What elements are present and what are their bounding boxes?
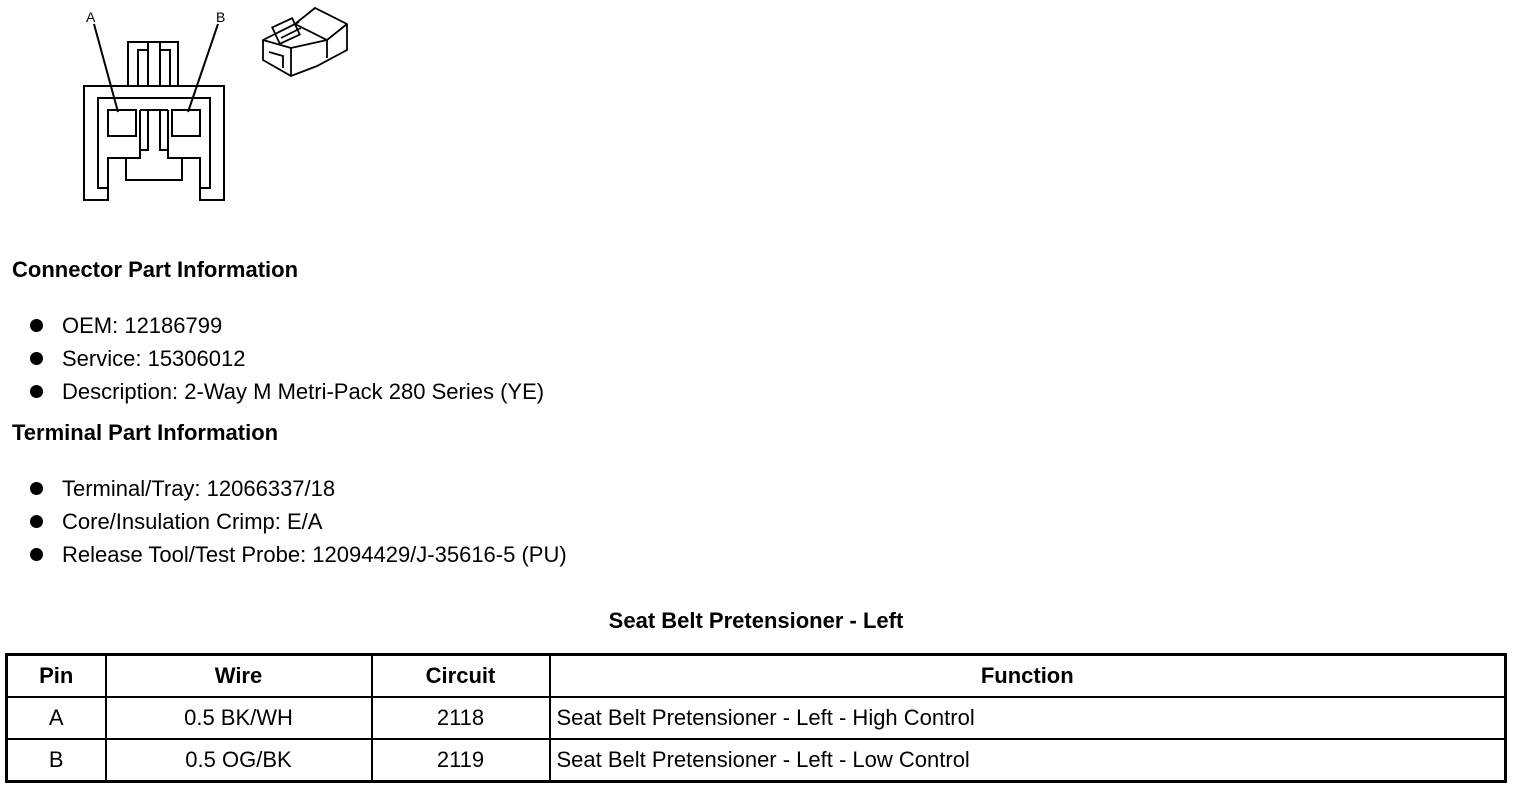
list-item — [30, 375, 544, 408]
terminal-crimp: Core/Insulation Crimp: E/A — [62, 509, 323, 534]
bullet-icon — [30, 548, 43, 561]
cell-circuit: 2119 — [372, 739, 550, 782]
terminal-release-tool: Release Tool/Test Probe: 12094429/J-35616-5 (PU) — [62, 542, 567, 567]
table-row — [7, 697, 1506, 739]
connector-info-list — [30, 309, 544, 408]
table-title: Seat Belt Pretensioner - Left — [608, 608, 904, 633]
column-header-wire: Wire — [106, 655, 372, 698]
bullet-icon — [30, 319, 43, 332]
cell-pin: B — [7, 739, 106, 782]
cell-wire: 0.5 BK/WH — [106, 697, 372, 739]
connector-info-title: Connector Part Information — [12, 257, 299, 282]
column-header-pin: Pin — [7, 655, 106, 698]
list-item — [30, 538, 567, 571]
bullet-icon — [30, 352, 43, 365]
terminal-info-list — [30, 472, 567, 571]
column-header-function: Function — [550, 655, 1506, 698]
cell-pin: A — [7, 697, 106, 739]
cell-function: Seat Belt Pretensioner - Left - High Control — [550, 697, 1506, 739]
cell-circuit: 2118 — [372, 697, 550, 739]
bullet-icon — [30, 385, 43, 398]
connector-thumbnail — [255, 2, 355, 80]
table-row — [7, 739, 1506, 782]
terminal-info-title: Terminal Part Information — [12, 420, 279, 445]
connector-oem: OEM: 12186799 — [62, 313, 223, 338]
list-item — [30, 342, 544, 375]
pin-b-label: B — [216, 9, 226, 25]
cell-function: Seat Belt Pretensioner - Left - Low Control — [550, 739, 1506, 782]
pin-a-label: A — [86, 9, 96, 25]
connector-description: Description: 2-Way M Metri-Pack 280 Series (YE) — [62, 379, 545, 404]
column-header-circuit: Circuit — [372, 655, 550, 698]
bullet-icon — [30, 482, 43, 495]
terminal-tray: Terminal/Tray: 12066337/18 — [62, 476, 336, 501]
list-item — [30, 309, 544, 342]
list-item — [30, 472, 567, 505]
cell-wire: 0.5 OG/BK — [106, 739, 372, 782]
pinout-table — [5, 653, 1507, 783]
connector-service: Service: 15306012 — [62, 346, 246, 371]
table-header-row — [7, 655, 1506, 698]
connector-face-diagram — [60, 0, 240, 210]
bullet-icon — [30, 515, 43, 528]
list-item — [30, 505, 567, 538]
